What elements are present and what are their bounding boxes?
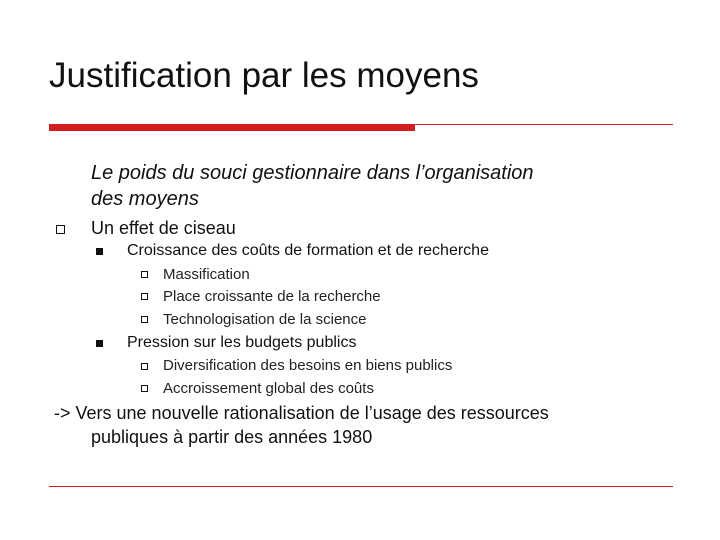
bullet-accroissement: Accroissement global des coûts <box>163 380 374 397</box>
hollow-square-bullet-icon <box>141 316 148 323</box>
title-underline-thick <box>49 124 415 131</box>
subtitle-line-2: des moyens <box>91 188 199 210</box>
title-underline-thin <box>415 124 673 125</box>
solid-square-bullet-icon <box>96 340 103 347</box>
bullet-place-recherche: Place croissante de la recherche <box>163 288 381 305</box>
conclusion-line-2: publiques à partir des années 1980 <box>91 427 373 447</box>
footer-rule <box>49 486 673 487</box>
bullet-pression-budgets: Pression sur les budgets publics <box>127 334 357 351</box>
bullet-massification: Massification <box>163 266 250 283</box>
subtitle-line-1: Le poids du souci gestionnaire dans l’organisation <box>91 162 534 184</box>
hollow-square-bullet-icon <box>56 225 65 234</box>
hollow-square-bullet-icon <box>141 293 148 300</box>
bullet-croissance-couts: Croissance des coûts de formation et de recherche <box>127 242 489 259</box>
bullet-diversification: Diversification des besoins en biens publics <box>163 357 453 374</box>
slide-title: Justification par les moyens <box>49 56 479 95</box>
solid-square-bullet-icon <box>96 248 103 255</box>
bullet-effet-de-ciseau: Un effet de ciseau <box>91 218 236 238</box>
hollow-square-bullet-icon <box>141 363 148 370</box>
hollow-square-bullet-icon <box>141 385 148 392</box>
conclusion-line-1: -> Vers une nouvelle rationalisation de l’usage des ressources <box>54 403 549 423</box>
bullet-technologisation: Technologisation de la science <box>163 311 367 328</box>
hollow-square-bullet-icon <box>141 271 148 278</box>
